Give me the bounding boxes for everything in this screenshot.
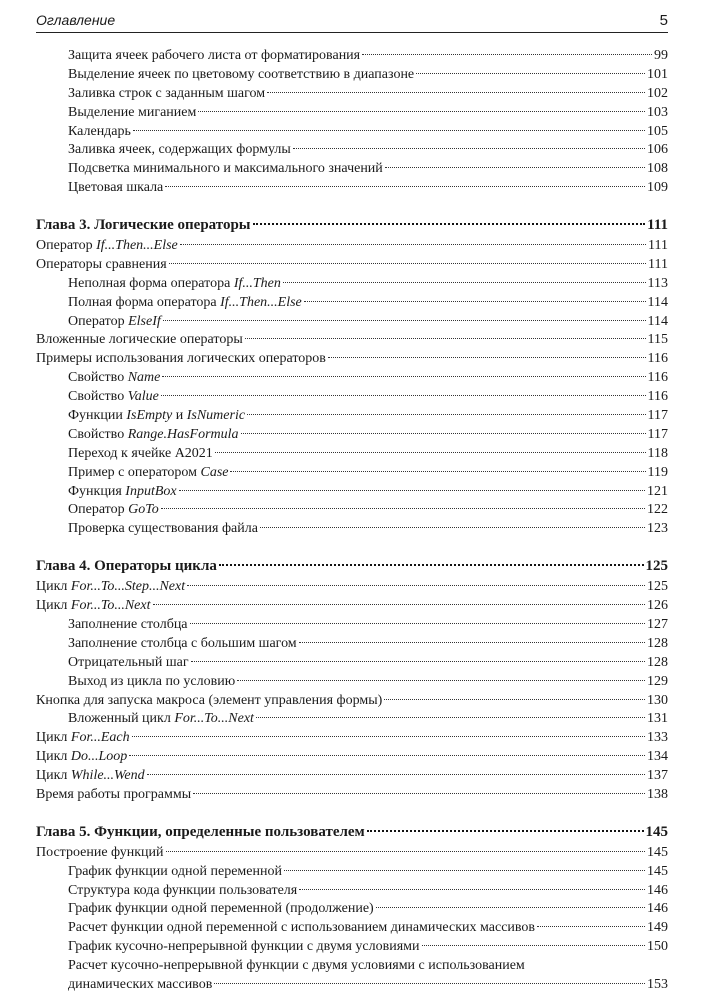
toc-entry-label: Заполнение столбца с большим шагом (68, 635, 297, 651)
leader-dots (267, 92, 645, 93)
leader-dots (230, 471, 645, 472)
leader-dots (133, 130, 645, 131)
toc-entry-label: Неполная форма оператора If...Then (68, 275, 281, 291)
toc-entry[interactable] (36, 445, 668, 464)
leader-dots (283, 282, 646, 283)
toc-entry-label: Выделение миганием (68, 104, 197, 120)
toc-entry[interactable] (36, 313, 668, 332)
toc-entry-page: 146 (647, 882, 668, 898)
toc-entry-label: Цветовая шкала (68, 180, 164, 196)
toc-entry-page: 133 (647, 730, 668, 746)
leader-dots (241, 433, 646, 434)
toc-entry-page: 118 (647, 445, 668, 461)
toc-entry[interactable] (36, 66, 668, 85)
toc-entry[interactable] (36, 654, 668, 673)
toc-entry[interactable] (36, 104, 668, 123)
toc-entry[interactable] (36, 237, 668, 256)
toc-entry[interactable] (36, 85, 668, 104)
toc-entry[interactable] (36, 882, 668, 901)
toc-entry[interactable] (36, 863, 668, 882)
leader-dots (165, 186, 645, 187)
leader-dots (214, 983, 645, 984)
toc-entry-page: 117 (647, 426, 668, 442)
toc-entry-page: 145 (647, 844, 668, 860)
toc-entry[interactable] (36, 407, 668, 426)
leader-dots (256, 717, 645, 718)
toc-entry-label: Выход из цикла по условию (68, 673, 236, 689)
toc-entry[interactable] (36, 748, 668, 767)
toc-entry-page: 131 (647, 711, 668, 727)
toc-entry-label: Цикл While...Wend (36, 768, 145, 784)
toc-entry-label: Заливка строк с заданным шагом (68, 85, 266, 101)
toc-entry-page: 111 (647, 217, 668, 234)
toc-entry-label: Глава 4. Операторы цикла (36, 558, 217, 575)
leader-dots (293, 148, 645, 149)
leader-dots (245, 338, 646, 339)
toc-entry-label: Заполнение столбца (68, 616, 188, 632)
toc-entry-label: Защита ячеек рабочего листа от форматирования (68, 48, 361, 63)
leader-dots (163, 320, 646, 321)
toc-entry[interactable] (36, 160, 668, 179)
toc-entry-label: Заливка ячеек, содержащих формулы (68, 142, 291, 158)
toc-entry-page: 103 (647, 104, 668, 120)
toc-chapter-entry[interactable] (36, 557, 668, 576)
toc-entry-page: 106 (647, 142, 668, 158)
toc-entry-label: Выделение ячеек по цветовому соответствию в диапазоне (68, 66, 415, 82)
toc-entry-label: Свойство Name (68, 370, 161, 386)
toc-entry-page: 122 (647, 502, 668, 518)
leader-dots (253, 223, 646, 225)
toc-entry-page: 109 (647, 180, 668, 196)
leader-dots (169, 263, 646, 264)
toc-entry[interactable] (36, 597, 668, 616)
leader-dots (384, 699, 645, 700)
toc-entry[interactable] (36, 767, 668, 786)
toc-entry[interactable] (36, 729, 668, 748)
toc-entry-page: 114 (647, 313, 668, 329)
toc-entry-page: 134 (647, 749, 668, 765)
toc-entry[interactable] (36, 520, 668, 539)
leader-dots (153, 604, 646, 605)
toc-entry-label: Проверка существования файла (68, 521, 258, 537)
leader-dots (219, 564, 644, 566)
leader-dots (416, 73, 645, 74)
toc-entry[interactable] (36, 844, 668, 863)
toc-entry[interactable] (36, 123, 668, 142)
toc-entry-page: 116 (647, 351, 668, 367)
toc-entry-page: 102 (647, 85, 668, 101)
toc-entry[interactable] (36, 369, 668, 388)
toc-entry-label: Календарь (68, 123, 131, 139)
toc-entry[interactable] (36, 673, 668, 692)
toc-entry-page: 153 (647, 976, 668, 992)
toc-entry[interactable] (36, 47, 668, 66)
toc-entry-page: 137 (647, 768, 668, 784)
leader-dots (537, 926, 645, 927)
toc-entry-page: 114 (647, 294, 668, 310)
leader-dots (247, 414, 645, 415)
toc-entry-label: Вложенные логические операторы (36, 332, 243, 348)
toc-entry-label: Оператор GoTo (68, 502, 159, 518)
toc-entry[interactable] (36, 692, 668, 711)
toc-entry-label: Функция InputBox (68, 483, 177, 499)
leader-dots (187, 585, 645, 586)
leader-dots (166, 851, 645, 852)
toc-entry-page: 125 (645, 558, 668, 575)
toc-chapter-entry[interactable] (36, 216, 668, 235)
toc-entry-label: Вложенный цикл For...To...Next (68, 711, 254, 727)
toc-entry-page: 113 (647, 275, 668, 291)
toc-entry-page: 116 (647, 370, 668, 386)
leader-dots (162, 376, 645, 377)
toc-entry[interactable] (36, 578, 668, 597)
toc-entry[interactable] (36, 616, 668, 635)
toc-entry-page: 149 (647, 920, 668, 936)
toc-entry[interactable] (36, 919, 668, 938)
toc-entry[interactable] (36, 141, 668, 160)
toc-entry-label: Расчет функции одной переменной с использованием динамических массивов (68, 920, 536, 936)
toc-entry-page: 111 (648, 256, 668, 272)
toc-entry-page: 145 (647, 863, 668, 879)
leader-dots (385, 167, 645, 168)
toc-entry-page: 128 (647, 635, 668, 651)
leader-dots (237, 680, 645, 681)
toc-entry-label: Глава 5. Функции, определенные пользователем (36, 823, 365, 840)
toc-entry-page: 129 (647, 673, 668, 689)
leader-dots (193, 793, 645, 794)
toc-entry-label: Глава 3. Логические операторы (36, 217, 251, 234)
leader-dots (179, 490, 645, 491)
leader-dots (132, 736, 645, 737)
toc-entry-label: Кнопка для запуска макроса (элемент управления формы) (36, 692, 383, 708)
leader-dots (362, 54, 652, 55)
toc-entry-label: Цикл For...To...Step...Next (36, 579, 186, 595)
header-page-number: 5 (659, 12, 668, 29)
toc-entry-label-line1[interactable]: Расчет кусочно-непрерывной функции с двумя условиями с использованием (68, 958, 525, 974)
toc-entry[interactable] (36, 426, 668, 445)
leader-dots (260, 527, 645, 528)
toc-entry-label: Пример с оператором Case (68, 464, 229, 480)
leader-dots (191, 661, 645, 662)
toc-entry-page: 123 (647, 521, 668, 537)
toc-entry-page: 145 (645, 823, 668, 840)
toc-entry-label: Свойство Range.HasFormula (68, 426, 239, 442)
toc-entry-page: 125 (647, 579, 668, 595)
toc-entry-label: График функции одной переменной (68, 863, 282, 879)
toc-entry-page: 150 (647, 939, 668, 955)
toc-entry-page: 130 (647, 692, 668, 708)
leader-dots (284, 870, 645, 871)
toc-entry-page: 115 (647, 332, 668, 348)
leader-dots (190, 623, 645, 624)
toc-chapter-entry[interactable] (36, 823, 668, 842)
leader-dots (161, 508, 645, 509)
toc-entry-page: 105 (647, 123, 668, 139)
table-of-contents (36, 47, 668, 995)
toc-entry[interactable] (36, 786, 668, 805)
toc-entry-label: Свойство Value (68, 389, 159, 405)
toc-entry-page: 126 (647, 598, 668, 614)
toc-entry-label: Функции IsEmpty и IsNumeric (68, 408, 246, 424)
toc-entry-label: Оператор If...Then...Else (36, 238, 178, 254)
leader-dots (129, 755, 645, 756)
toc-entry[interactable] (36, 900, 668, 919)
toc-entry-label: Отрицательный шаг (68, 654, 189, 670)
toc-entry-page: 111 (648, 238, 668, 254)
toc-entry-label: Цикл For...Each (36, 730, 130, 746)
toc-entry-label: График кусочно-непрерывной функции с двумя условиями (68, 939, 420, 955)
toc-entry[interactable] (36, 179, 668, 198)
toc-entry-page: 119 (647, 464, 668, 480)
toc-entry-page: 146 (647, 901, 668, 917)
toc-entry[interactable] (36, 350, 668, 369)
toc-entry-label: Примеры использования логических операторов (36, 351, 326, 367)
toc-entry-label: Построение функций (36, 844, 164, 860)
toc-entry[interactable] (36, 976, 668, 995)
leader-dots (304, 301, 646, 302)
leader-dots (299, 889, 645, 890)
toc-entry[interactable] (36, 275, 668, 294)
leader-dots (328, 357, 646, 358)
toc-entry-page: 127 (647, 616, 668, 632)
toc-entry-label: Структура кода функции пользователя (68, 882, 298, 898)
toc-entry-page: 121 (647, 483, 668, 499)
toc-entry-label: Полная форма оператора If...Then...Else (68, 294, 302, 310)
toc-entry[interactable] (36, 388, 668, 407)
toc-entry[interactable] (36, 938, 668, 957)
toc-entry-label: динамических массивов (68, 976, 213, 992)
leader-dots (147, 774, 645, 775)
toc-entry-page: 138 (647, 786, 668, 802)
leader-dots (422, 945, 645, 946)
toc-entry-page: 101 (647, 66, 668, 82)
leader-dots (215, 452, 646, 453)
toc-entry-label: Подсветка минимального и максимального значений (68, 161, 383, 177)
leader-dots (367, 830, 644, 832)
toc-entry-page: 117 (647, 408, 668, 424)
toc-entry-label: Оператор ElseIf (68, 313, 161, 329)
toc-entry[interactable] (36, 331, 668, 350)
toc-entry-label: Переход к ячейке A2021 (68, 445, 213, 461)
toc-entry-label: Цикл For...To...Next (36, 598, 151, 614)
leader-dots (161, 395, 646, 396)
toc-entry[interactable] (36, 501, 668, 520)
toc-entry-label: Время работы программы (36, 786, 192, 802)
header-title: Оглавление (36, 12, 116, 28)
toc-entry-page: 99 (654, 48, 668, 63)
toc-entry[interactable] (36, 464, 668, 483)
leader-dots (299, 642, 645, 643)
toc-entry[interactable] (36, 483, 668, 502)
toc-entry-label: Цикл Do...Loop (36, 749, 128, 765)
page-header (36, 10, 668, 33)
toc-entry[interactable] (36, 710, 668, 729)
toc-entry-page: 128 (647, 654, 668, 670)
toc-entry-page: 116 (647, 389, 668, 405)
toc-entry-page: 108 (647, 161, 668, 177)
toc-entry[interactable] (36, 256, 668, 275)
toc-entry[interactable] (36, 635, 668, 654)
toc-entry[interactable] (36, 294, 668, 313)
leader-dots (180, 244, 646, 245)
toc-entry-label: Операторы сравнения (36, 256, 167, 272)
leader-dots (198, 111, 645, 112)
leader-dots (376, 907, 645, 908)
toc-entry-label: График функции одной переменной (продолжение) (68, 901, 374, 917)
